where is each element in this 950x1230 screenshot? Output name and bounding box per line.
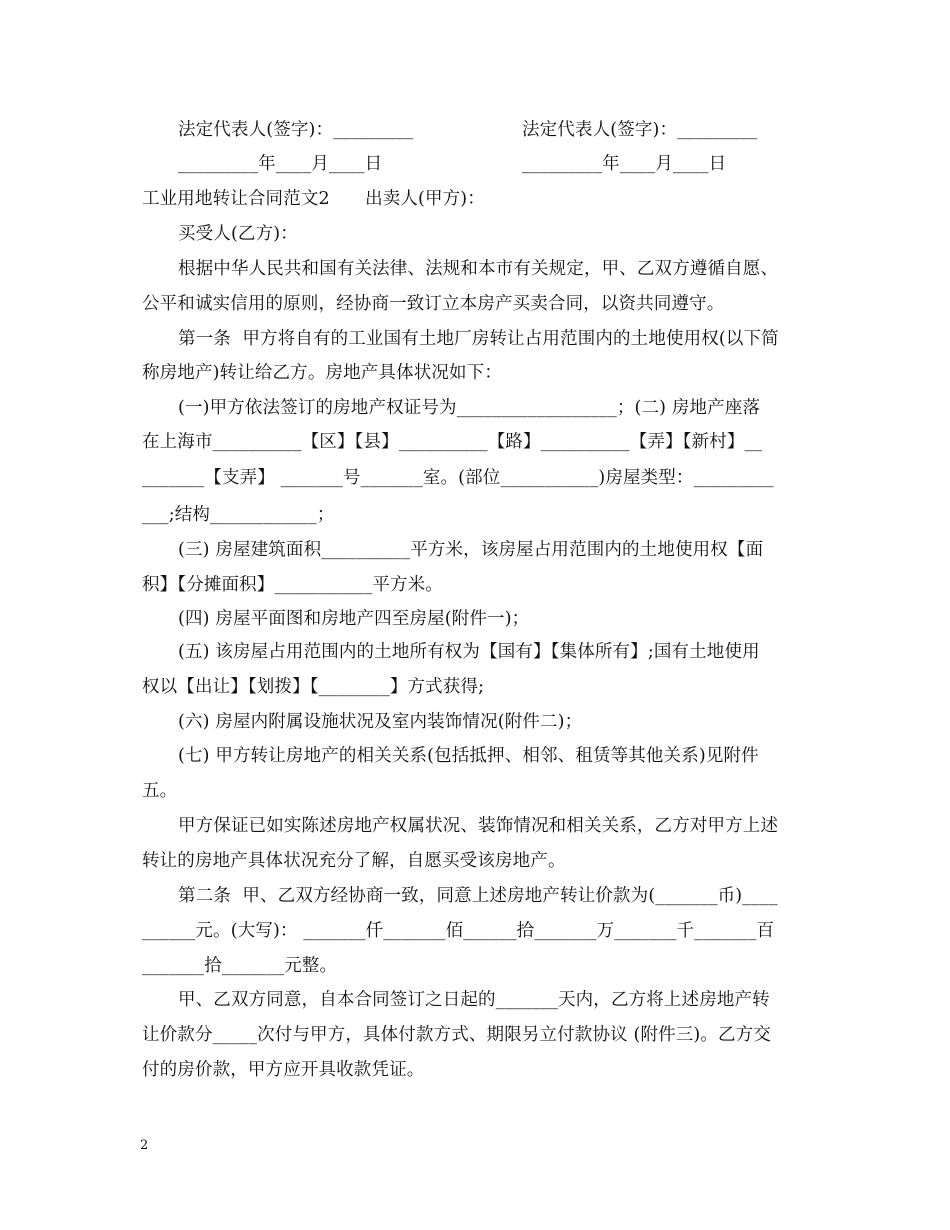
paragraph-line: ___;结构____________；	[142, 505, 335, 525]
paragraph-line: 称房地产)转让给乙方。房地产具体状况如下：	[142, 363, 502, 383]
paragraph-line: (四) 房屋平面图和房地产四至房屋(附件一)；	[178, 609, 530, 629]
paragraph-line: 公平和诚实信用的原则，经协商一致订立本房产买卖合同，以资共同遵守。	[142, 294, 725, 314]
paragraph-line: 付的房价款，甲方应开具收款凭证。	[142, 1060, 425, 1080]
left-signature-date: _________年____月____日	[178, 154, 383, 174]
paragraph-line: (七) 甲方转让房地产的相关关系(包括抵押、相邻、租赁等其他关系)见附件	[178, 746, 759, 766]
paragraph-line: _______【支弄】 _______号_______室。(部位___________)房屋类型：_________	[142, 468, 774, 488]
paragraph-line: 第一条 甲方将自有的工业国有土地厂房转让占用范围内的土地使用权(以下简	[178, 329, 779, 349]
right-signature-date: _________年____月____日	[522, 154, 727, 174]
paragraph-line: 转让的房地产具体状况充分了解，自愿买受该房地产。	[142, 851, 566, 871]
right-signature-label: 法定代表人(签字)：_________	[522, 120, 758, 140]
paragraph-line: (五) 该房屋占用范围内的土地所有权为【国有】【集体所有】;国有土地使用	[178, 642, 760, 662]
page-number: 2	[140, 1138, 149, 1153]
paragraph-line: 甲方保证已如实陈述房地产权属状况、装饰情况和相关关系，乙方对甲方上述	[178, 816, 779, 836]
paragraph-line: (三) 房屋建筑面积__________平方米，该房屋占用范围内的土地使用权【面	[178, 540, 764, 560]
paragraph-line: 权以【出让】【划拨】【________】方式获得;	[142, 677, 485, 697]
paragraph-line: (一)甲方依法签订的房地产权证号为__________________；(二) 房地产座落	[178, 398, 761, 418]
paragraph-line: (六) 房屋内附属设施状况及室内装饰情况(附件二)；	[178, 712, 583, 732]
paragraph-line: 积】【分摊面积】___________平方米。	[142, 575, 443, 595]
paragraph-line: 五。	[142, 781, 178, 801]
left-signature-label: 法定代表人(签字)：_________	[178, 120, 414, 140]
paragraph-line: 第二条 甲、乙双方经协商一致，同意上述房地产转让价款为(_______币)____	[178, 886, 778, 906]
paragraph-line: 在上海市__________【区】【县】__________【路】__________【弄】【新村】__	[142, 432, 763, 452]
paragraph-line: _______拾_______元整。	[142, 956, 338, 976]
paragraph-line: 让价款分_____次付与甲方，具体付款方式、期限另立付款协议 (附件三)。乙方交	[142, 1025, 771, 1045]
paragraph-line: 买受人(乙方)：	[178, 224, 298, 244]
paragraph-line: ______元。(大写)： _______仟_______佰______拾_______万_______千_______百	[142, 921, 775, 941]
paragraph-line: 甲、乙双方同意，自本合同签订之日起的_______天内，乙方将上述房地产转	[178, 990, 770, 1010]
document-title-line: 工业用地转让合同范文2 出卖人(甲方)：	[142, 189, 485, 209]
paragraph-line: 根据中华人民共和国有关法律、法规和本市有关规定，甲、乙双方遵循自愿、	[178, 259, 779, 279]
